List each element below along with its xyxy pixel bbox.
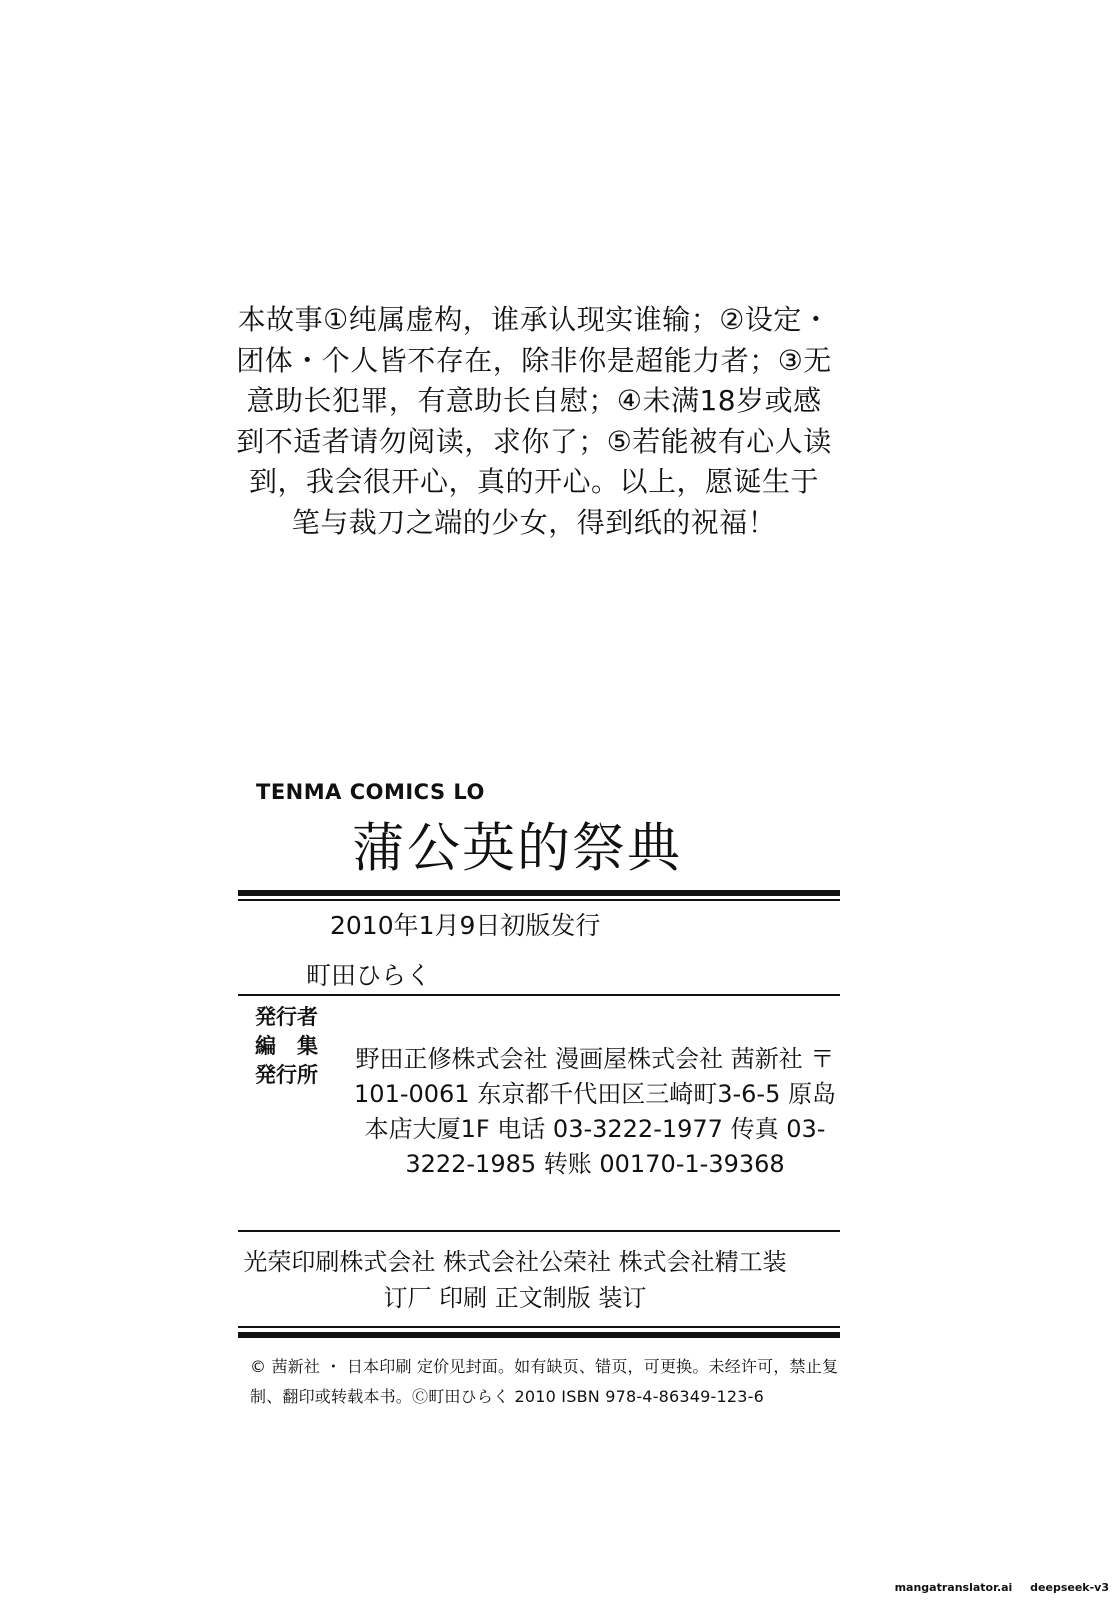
role-publisher: 発行者 xyxy=(255,1005,318,1029)
staff-roles xyxy=(255,1003,318,1090)
role-office: 発行所 xyxy=(255,1063,318,1087)
watermark-model: deepseek-v3 xyxy=(1030,1581,1109,1594)
divider-bottom-thin xyxy=(238,1326,840,1328)
printing-info: 光荣印刷株式会社 株式会社公荣社 株式会社精工装订厂 印刷 正文制版 装订 xyxy=(243,1248,787,1312)
divider-printing xyxy=(238,1230,840,1232)
divider-top-thin xyxy=(238,899,840,901)
publisher-info: 野田正修株式会社 漫画屋株式会社 茜新社 〒101-0061 东京都千代田区三崎町3-6-5 原岛本店大厦1F 电话 03-3222-1977 传真 03-3222-1985 转账 00170-1-39368 xyxy=(354,1045,836,1178)
book-title: 蒲公英的祭典 xyxy=(352,818,682,879)
role-editor: 編 集 xyxy=(255,1034,318,1058)
release-date: 2010年1月9日初版发行 xyxy=(330,911,601,940)
divider-top-thick xyxy=(238,890,840,896)
divider-bottom-thick xyxy=(238,1332,840,1338)
disclaimer-text: 本故事①纯属虚构，谁承认现实谁输；②设定・团体・个人皆不存在，除非你是超能力者；③无意助长犯罪，有意助长自慰；④未满18岁或感到不适者请勿阅读，求你了；⑤若能被有心人读到，我会很开心，真的开心。以上，愿诞生于笔与裁刀之端的少女，得到纸的祝福！ xyxy=(236,303,832,539)
copyright-notice: © 茜新社 ・ 日本印刷 定价见封面。如有缺页、错页，可更换。未经许可，禁止复制、翻印或转载本书。Ⓒ町田ひらく 2010 ISBN 978-4-86349-123-6 xyxy=(250,1357,839,1406)
watermark-site: mangatranslator.ai xyxy=(894,1581,1013,1594)
series-name: TENMA COMICS LO xyxy=(256,780,485,804)
watermark xyxy=(881,1581,1109,1594)
divider-author xyxy=(238,994,840,996)
author-name: 町田ひらく xyxy=(306,961,432,990)
